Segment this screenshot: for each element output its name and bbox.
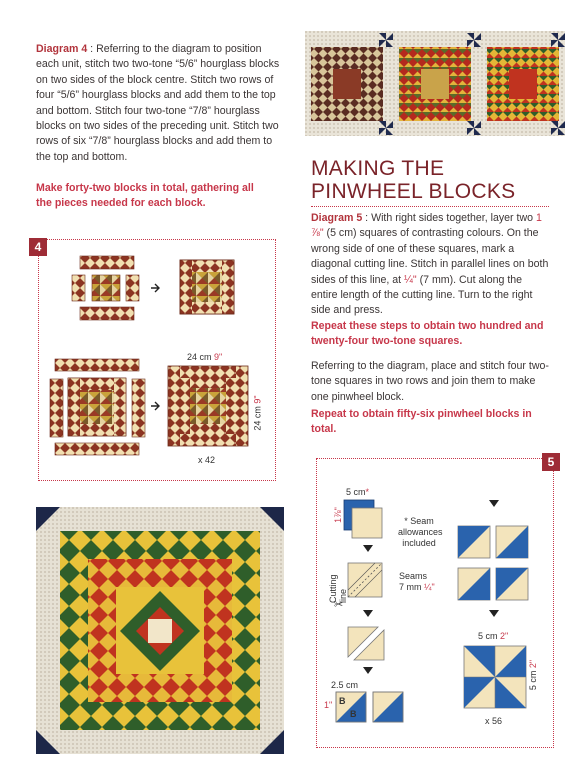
- diagram5-body-a: : With right sides together, layer two: [362, 212, 536, 224]
- fig5-pin-height: 5 cm 2": [528, 659, 539, 691]
- fig5-label-b1: B: [339, 696, 346, 706]
- pinwheel-quilt-photo: [305, 31, 565, 136]
- fig5-top-size: 5 cm*: [346, 487, 370, 497]
- diagram4-emphasis: Make forty-two blocks in total, gathering all the pieces needed for each block.: [36, 182, 254, 210]
- diagram5-text: [311, 211, 551, 319]
- fig5-seams: Seams 7 mm ¼": [399, 571, 435, 592]
- diagram5-text-2: Referring to the diagram, place and stitch four two-tone squares in two rows and join them to make one pinwheel block.: [311, 360, 549, 403]
- diagram5-body-c: (7 mm). Cut along the entire length of the cutting line. Turn to the right side and press.: [311, 273, 533, 317]
- diagram5-frac-a: 1 ⅞": [311, 212, 542, 240]
- fig4-width-label: 24 cm 9": [187, 352, 223, 362]
- fig5-small-size: 2.5 cm: [331, 680, 359, 690]
- fig5-seam-note: * Seam allowances included: [398, 516, 443, 548]
- diagram5-frac-b: ¼": [404, 273, 417, 286]
- fig4-count-label: x 42: [198, 455, 216, 465]
- diagram4-text: [36, 42, 281, 165]
- fig4-height-label: 24 cm 9": [252, 395, 263, 431]
- section-title: MAKING THE PINWHEEL BLOCKS: [311, 157, 516, 203]
- diagram5-emphasis-2: Repeat to obtain fifty-six pinwheel blocks in total.: [311, 408, 532, 436]
- fig5-count: x 56: [485, 716, 503, 726]
- fig5-top-inch: 1⅞": [332, 507, 343, 523]
- diagram5-emphasis-1: Repeat these steps to obtain two hundred and twenty-four two-tone squares.: [311, 320, 544, 348]
- fig5-cutting-line: Cutting line: [328, 574, 348, 603]
- diagram4-body: : Referring to the diagram to position each unit, stitch two two-tone “5/6” hourglass blocks on two sides of the block centre. Stitch two rows of four “5/6” hourglass blocks and add them to the top and bottom. Stitch four two-tone “7/8” hourglass blocks on two sides of the preceding unit. Stitch two rows of six “7/8” hourglass blocks and add them to the top and bottom.: [36, 43, 280, 163]
- diagram5-body-b: (5 cm) squares of contrasting colours. On the wrong side of one of these squares, mark a diagonal cutting line. Stitch in parallel lines on both sides of this line, at: [311, 227, 549, 286]
- title-underline: [311, 206, 549, 207]
- figure-5-diagram: [318, 470, 552, 745]
- diagram5-lead: Diagram 5: [311, 212, 363, 224]
- fig5-small-inch: 1": [324, 700, 333, 710]
- fig5-pin-width: 5 cm 2": [478, 631, 509, 641]
- diagram4-lead: Diagram 4: [36, 43, 88, 55]
- figure-4-badge: 4: [29, 238, 47, 256]
- fig5-label-b2: B: [350, 709, 357, 719]
- quilt-block-photo: [36, 507, 284, 754]
- figure-4-diagram: [40, 248, 272, 473]
- figure-5-badge: 5: [542, 453, 560, 471]
- svg-text:✂: ✂: [334, 598, 344, 611]
